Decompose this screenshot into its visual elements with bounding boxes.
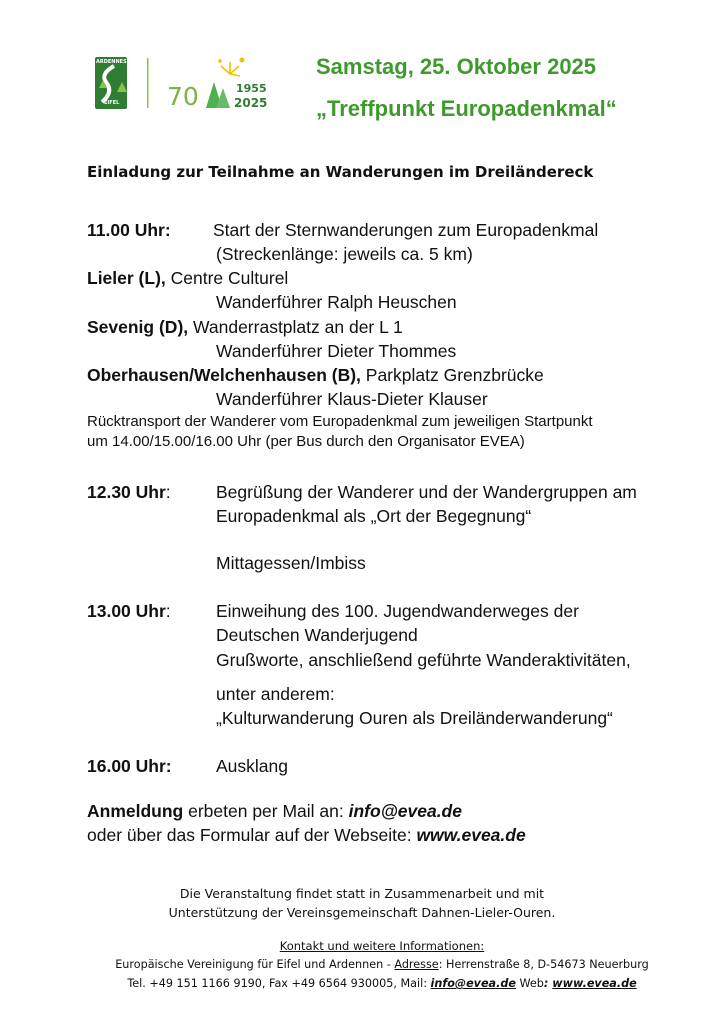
logo-year-start: 1955: [236, 82, 267, 95]
registration-website-link[interactable]: www.evea.de: [416, 825, 526, 845]
inauguration-line1: Einweihung des 100. Jugendwanderweges der: [216, 601, 579, 621]
phone-fax: Tel. +49 151 1166 9190, Fax +49 6564 930005, Mail:: [127, 977, 431, 990]
route-guide: Wanderführer Klaus-Dieter Klauser: [216, 389, 488, 409]
address-label: Adresse: [394, 958, 439, 971]
time-colon: :: [165, 601, 171, 621]
footer-website-link[interactable]: www.evea.de: [552, 977, 637, 990]
time-1300: [87, 601, 171, 622]
web-label: Web: [515, 977, 544, 990]
inauguration-line4: unter anderem:: [216, 684, 335, 704]
route-location: Parkplatz Grenzbrücke: [360, 365, 544, 385]
route-length: (Streckenlänge: jeweils ca. 5 km): [216, 244, 473, 264]
intro-heading: Einladung zur Teilnahme an Wanderungen im Dreiländereck: [87, 163, 594, 181]
time-1230: [87, 482, 171, 503]
logo: [92, 52, 272, 114]
route-guide: Wanderführer Ralph Heuschen: [216, 292, 457, 312]
inauguration-line5: „Kulturwanderung Ouren als Dreiländerwanderung“: [216, 708, 613, 728]
web-colon: :: [543, 977, 553, 990]
route-sevenig: [87, 317, 403, 338]
route-lieler: [87, 268, 288, 289]
route-location: Centre Culturel: [165, 268, 289, 288]
route-oberhausen: [87, 365, 544, 386]
time-1600: 16.00 Uhr:: [87, 756, 172, 776]
return-transport-line2: um 14.00/15.00/16.00 Uhr (per Bus durch den Organisator EVEA): [87, 433, 525, 450]
lunch: Mittagessen/Imbiss: [216, 553, 366, 573]
greeting-line2: Europadenkmal als „Ort der Begegnung“: [216, 506, 532, 526]
footer-cooperation-line1: Die Veranstaltung findet statt in Zusammenarbeit und mit: [179, 886, 545, 901]
inauguration-line3: Grußworte, anschließend geführte Wanderaktivitäten,: [216, 650, 631, 670]
registration-email-link[interactable]: info@evea.de: [348, 801, 462, 821]
registration-line2: [87, 825, 526, 846]
address-value: : Herrenstraße 8, D-54673 Neuerburg: [438, 958, 649, 971]
footer-email-link[interactable]: info@evea.de: [430, 977, 516, 990]
time-label: 12.30 Uhr: [87, 482, 166, 502]
logo-badge-bottom: EIFEL: [104, 100, 120, 106]
org-name: Europäische Vereinigung für Eifel und Ardennen -: [115, 958, 395, 971]
logo-anniversary-number: 70: [167, 82, 199, 111]
footer-cooperation-line2: Unterstützung der Vereinsgemeinschaft Dahnen-Lieler-Ouren.: [168, 905, 556, 920]
route-place: Oberhausen/Welchenhausen (B),: [87, 365, 361, 385]
closing: Ausklang: [216, 756, 288, 776]
route-location: Wanderrastplatz an der L 1: [188, 317, 403, 337]
event-title: „Treffpunkt Europadenkmal“: [316, 96, 617, 121]
footer-address: [0, 958, 724, 971]
event-date: Samstag, 25. Oktober 2025: [316, 54, 597, 79]
registration-text: erbeten per Mail an:: [183, 801, 349, 821]
route-place: Lieler (L),: [87, 268, 166, 288]
footer-contact: [0, 977, 724, 990]
registration-label: Anmeldung: [87, 801, 184, 821]
registration-line1: [87, 801, 462, 822]
start-sternwanderung: Start der Sternwanderungen zum Europadenkmal: [213, 220, 599, 240]
return-transport-line1: Rücktransport der Wanderer vom Europadenkmal zum jeweiligen Startpunkt: [87, 413, 593, 430]
time-label: 13.00 Uhr: [87, 601, 166, 621]
time-1100: 11.00 Uhr:: [87, 220, 171, 240]
time-colon: :: [165, 482, 171, 502]
inauguration-line2: Deutschen Wanderjugend: [216, 625, 418, 645]
route-guide: Wanderführer Dieter Thommes: [216, 341, 457, 361]
contact-heading: Kontakt und weitere Informationen:: [279, 939, 485, 953]
registration-text: oder über das Formular auf der Webseite:: [87, 825, 417, 845]
logo-badge-top: ARDENNES: [96, 59, 127, 65]
greeting-line1: Begrüßung der Wanderer und der Wandergruppen am: [216, 482, 637, 502]
route-place: Sevenig (D),: [87, 317, 189, 337]
logo-year-end: 2025: [234, 96, 268, 110]
